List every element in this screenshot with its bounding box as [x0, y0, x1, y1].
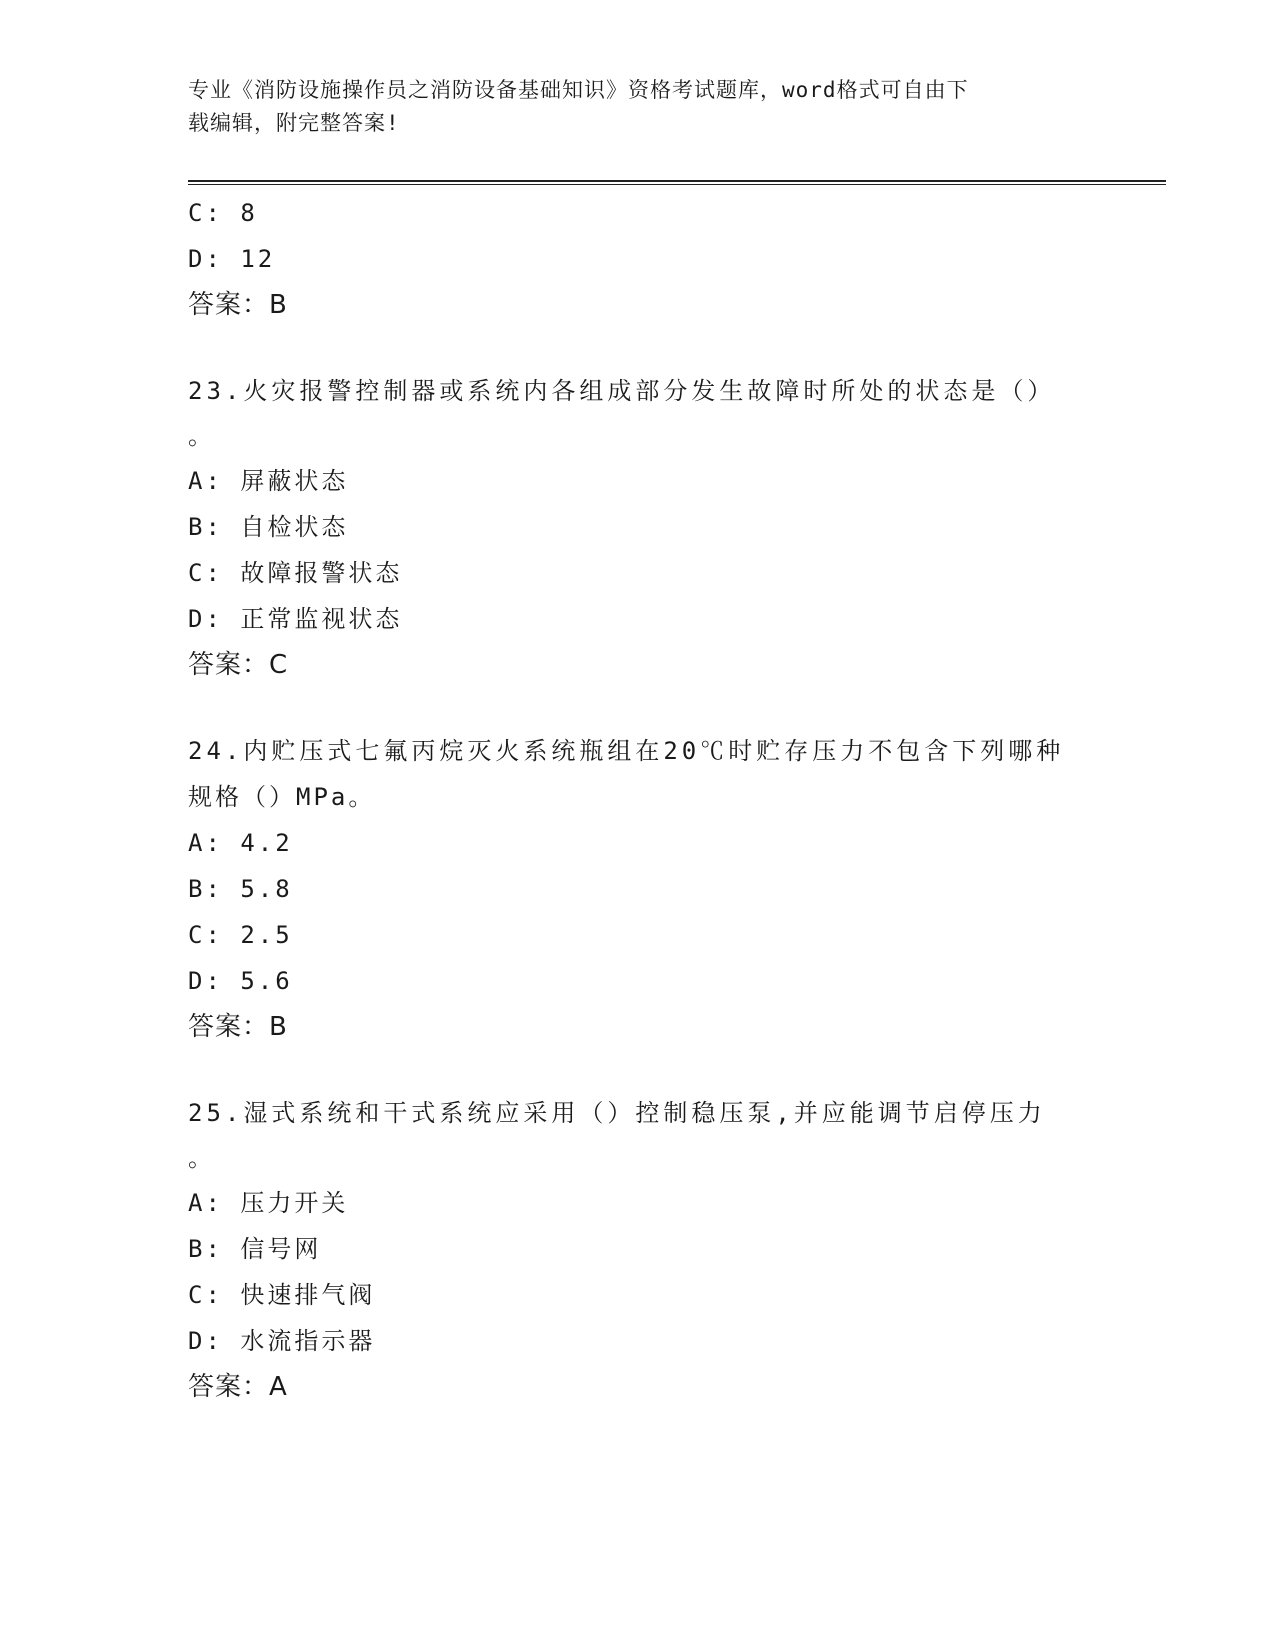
option-label: B: [188, 513, 223, 541]
spacer [188, 1050, 1088, 1090]
option-label: C: [188, 921, 223, 949]
option-text: 正常监视状态 [240, 605, 403, 633]
document-body [188, 190, 1088, 1410]
question-24 [188, 728, 1088, 1050]
option-label: A: [188, 829, 223, 857]
option-text: 12 [240, 245, 276, 273]
option-label: A: [188, 467, 223, 495]
option-label: D: [188, 1327, 223, 1355]
spacer [188, 328, 1088, 368]
option-a [188, 1180, 1088, 1226]
question-stem-tail: 。 [188, 422, 212, 450]
header-line-2: 载编辑，附完整答案! [188, 111, 400, 135]
question-stem: 25.湿式系统和干式系统应采用（）控制稳压泵,并应能调节启停压力 [188, 1099, 1046, 1127]
option-d [188, 1318, 1088, 1364]
question-stem: 24.内贮压式七氟丙烷灭火系统瓶组在20℃时贮存压力不包含下列哪种 [188, 737, 1065, 765]
option-label: C: [188, 559, 223, 587]
option-label: B: [188, 1235, 223, 1263]
question-stem-tail: 。 [188, 1144, 212, 1172]
option-label: D: [188, 605, 223, 633]
option-text: 自检状态 [240, 513, 349, 541]
option-d [188, 236, 1088, 282]
option-label: C: [188, 199, 223, 227]
option-text: 5.8 [240, 875, 293, 903]
option-a [188, 820, 1088, 866]
option-label: C: [188, 1281, 223, 1309]
option-text: 水流指示器 [240, 1327, 376, 1355]
spacer [188, 688, 1088, 728]
option-text: 故障报警状态 [240, 559, 403, 587]
option-c [188, 912, 1088, 958]
option-a [188, 458, 1088, 504]
question-23 [188, 368, 1088, 688]
option-label: D: [188, 967, 223, 995]
answer-line: 答案：B [188, 1012, 288, 1042]
option-b [188, 866, 1088, 912]
option-c [188, 550, 1088, 596]
question-stem-tail: 规格（）MPa。 [188, 783, 376, 811]
header-line-1: 专业《消防设施操作员之消防设备基础知识》资格考试题库，word格式可自由下 [188, 78, 969, 102]
option-text: 快速排气阀 [240, 1281, 376, 1309]
option-text: 压力开关 [240, 1189, 349, 1217]
option-b [188, 1226, 1088, 1272]
option-label: D: [188, 245, 223, 273]
question-stem: 23.火灾报警控制器或系统内各组成部分发生故障时所处的状态是（） [188, 377, 1056, 405]
option-text: 信号网 [240, 1235, 322, 1263]
page-header [188, 74, 1068, 140]
option-text: 屏蔽状态 [240, 467, 349, 495]
option-text: 8 [240, 199, 258, 227]
option-text: 5.6 [240, 967, 293, 995]
option-c [188, 1272, 1088, 1318]
option-label: A: [188, 1189, 223, 1217]
option-label: B: [188, 875, 223, 903]
answer-line: 答案：A [188, 1372, 288, 1402]
answer-line: 答案：C [188, 650, 289, 680]
answer-line: 答案：B [188, 290, 288, 320]
option-b [188, 504, 1088, 550]
option-c [188, 190, 1088, 236]
question-22-continuation [188, 190, 1088, 328]
option-d [188, 596, 1088, 642]
option-text: 4.2 [240, 829, 293, 857]
option-d [188, 958, 1088, 1004]
option-text: 2.5 [240, 921, 293, 949]
question-25 [188, 1090, 1088, 1410]
header-divider [188, 180, 1166, 185]
